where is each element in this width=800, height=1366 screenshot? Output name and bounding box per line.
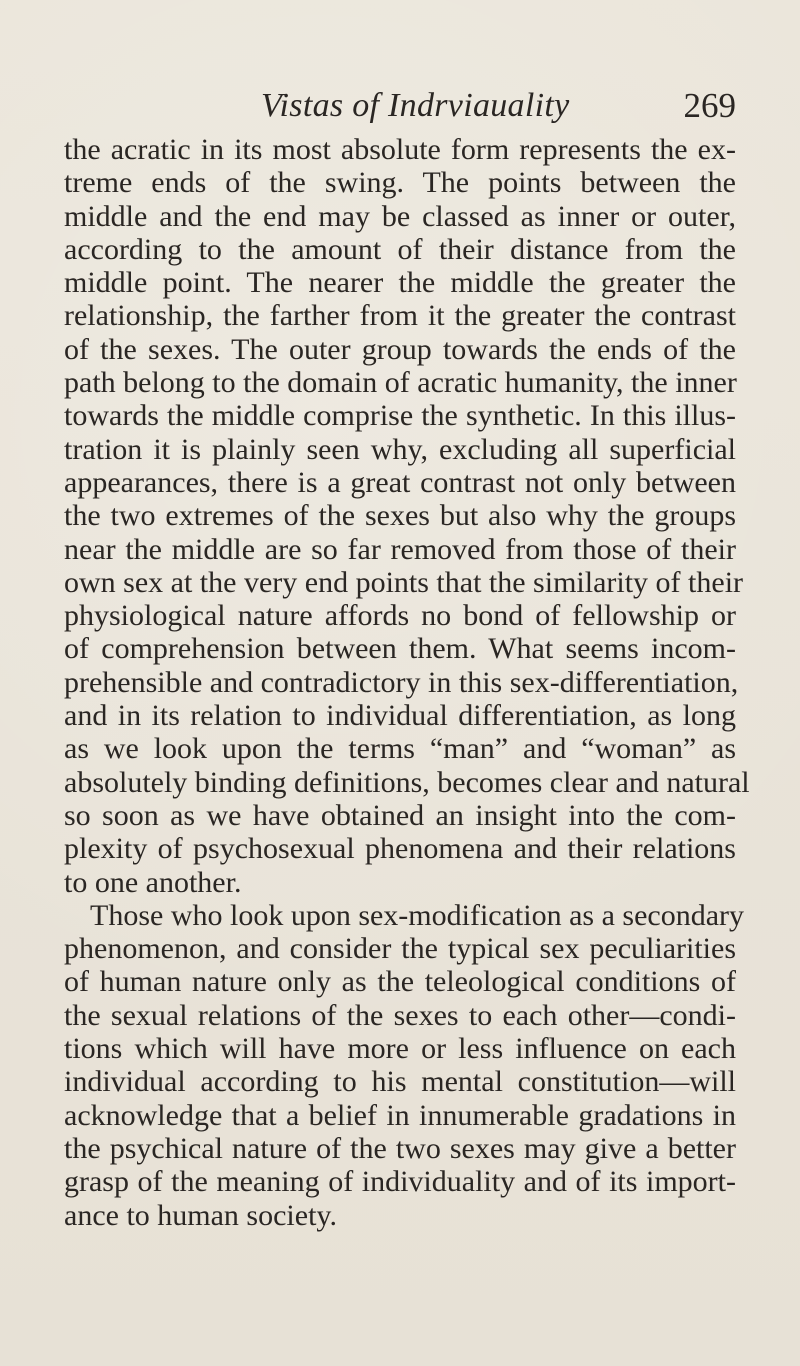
text-line: the psychical nature of the two sexes may give a better: [64, 1131, 736, 1165]
text-line: absolutely binding definitions, becomes clear and natural: [64, 765, 750, 799]
text-line: near the middle are so far removed from those of their: [64, 532, 736, 566]
body-text: [64, 133, 750, 1232]
running-head: [64, 86, 736, 126]
text-line: middle point. The nearer the middle the greater the: [64, 266, 736, 300]
running-title: Vistas of Indrviauality: [261, 87, 570, 124]
text-line: ance to human society.: [64, 1198, 337, 1232]
text-line: phenomenon, and consider the typical sex peculiarities: [64, 932, 736, 966]
text-line: of the sexes. The outer group towards the ends of the: [64, 332, 736, 366]
text-line: plexity of psychosexual phenomena and their relations: [64, 832, 736, 866]
text-line: to one another.: [64, 865, 242, 899]
text-line: individual according to his mental constitution—will: [64, 1065, 736, 1099]
text-line: relationship, the farther from it the greater the contrast: [64, 299, 736, 333]
text-line: the two extremes of the sexes but also why the groups: [64, 499, 736, 533]
text-line: Those who look upon sex-modification as a secondary: [90, 898, 745, 932]
text-line: own sex at the very end points that the similarity of their: [64, 565, 744, 599]
paragraph-2: [64, 898, 745, 1232]
text-line: tions which will have more or less influence on each: [64, 1032, 736, 1066]
text-line: of human nature only as the teleological conditions of: [64, 965, 736, 999]
text-line: tration it is plainly seen why, excluding all superficial: [64, 432, 736, 466]
text-line: treme ends of the swing. The points between the: [64, 166, 736, 200]
text-line: acknowledge that a belief in innumerable gradations in: [64, 1098, 736, 1132]
text-line: and in its relation to individual differentiation, as long: [64, 699, 736, 733]
page-number: 269: [683, 86, 736, 125]
text-line: the acratic in its most absolute form represents the ex-: [64, 133, 736, 166]
paragraph-1: [64, 133, 750, 899]
text-line: so soon as we have obtained an insight into the com-: [64, 798, 736, 832]
text-line: of comprehension between them. What seems incom-: [64, 632, 736, 666]
text-line: towards the middle comprise the synthetic. In this illus-: [64, 399, 736, 433]
text-line: path belong to the domain of acratic humanity, the inner: [64, 366, 737, 400]
text-line: physiological nature affords no bond of fellowship or: [64, 599, 736, 633]
text-line: as we look upon the terms “man” and “woman” as: [64, 732, 736, 766]
text-line: grasp of the meaning of individuality and of its import-: [64, 1165, 736, 1199]
text-line: appearances, there is a great contrast not only between: [64, 465, 736, 499]
text-line: middle and the end may be classed as inner or outer,: [64, 199, 736, 233]
text-line: prehensible and contradictory in this sex-differentiation,: [64, 665, 739, 699]
text-line: the sexual relations of the sexes to each other—condi-: [64, 998, 736, 1032]
text-line: according to the amount of their distance from the: [64, 232, 736, 266]
